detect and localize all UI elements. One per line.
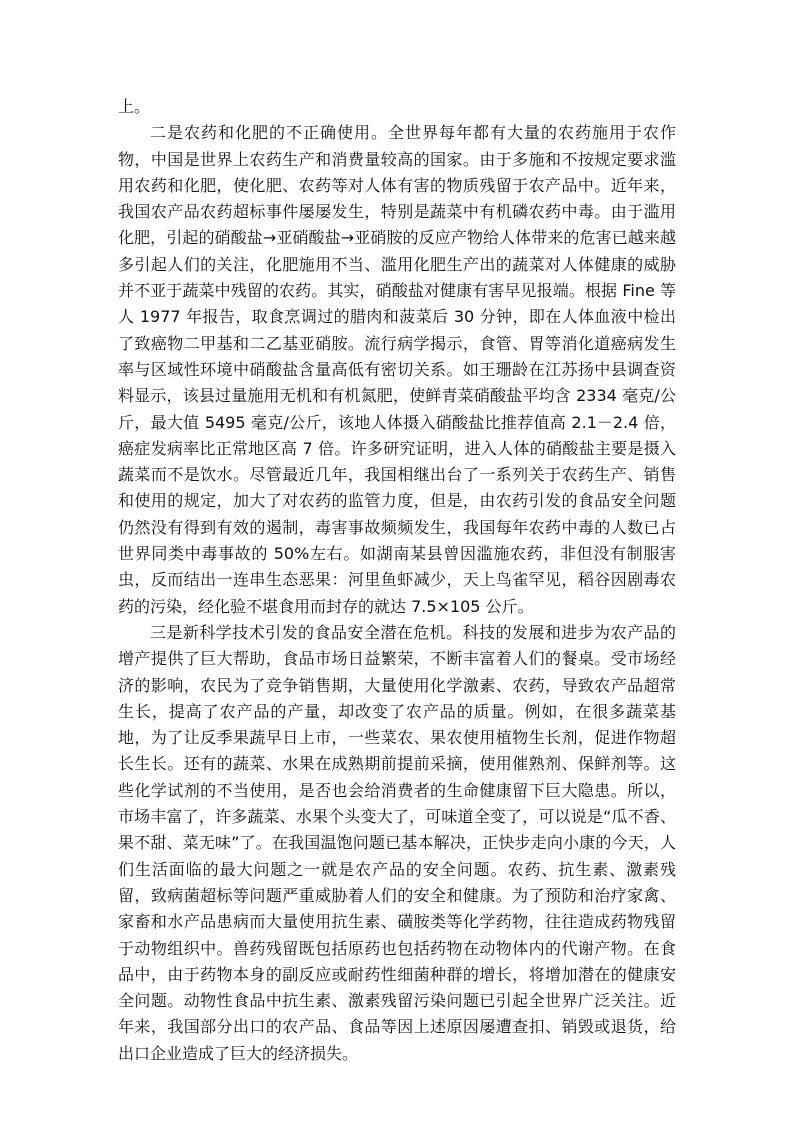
paragraph-new-technology-risks: 三是新科学技术引发的食品安全潜在危机。科技的发展和进步为农产品的增产提供了巨大帮助，食品市场日益繁荣，不断丰富着人们的餐桌。受市场经济的影响，农民为了竞争销售期，大量使用化学激素、农药，导致农产品超常生长，提高了农产品的产量，却改变了农产品的质量。例如，在很多蔬菜基地，为了让反季果蔬早日上市，一些菜农、果农使用植物生长剂，促进作物超长生长。还有的蔬菜、水果在成熟期前提前采摘，使用催熟剂、保鲜剂等。这些化学试剂的不当使用，是否也会给消费者的生命健康留下巨大隐患。所以，市场丰富了，许多蔬菜、水果个头变大了，可味道全变了，可以说是“瓜不香、果不甜、菜无味”了。在我国温饱问题已基本解决，正快步走向小康的今天，人们生活面临的最大问题之一就是农产品的安全问题。农药、抗生素、激素残留，致病菌超标等问题严重威胁着人们的安全和健康。为了预防和治疗家禽、家畜和水产品患病而大量使用抗生素、磺胺类等化学药物，往往造成药物残留于动物组织中。兽药残留既包括原药也包括药物在动物体内的代谢产物。在食品中，由于药物本身的副反应或耐药性细菌种群的增长，将增加潜在的健康安全问题。动物性食品中抗生素、激素残留污染问题已引起全世界广泛关注。近年来，我国部分出口的农产品、食品等因上述原因屡遭查扣、销毁或退货，给出口企业造成了巨大的经济损失。 <box>118 622 676 1063</box>
paragraph-continuation: 上。 <box>118 97 151 116</box>
paragraph-pesticides-fertilizers: 二是农药和化肥的不正确使用。全世界每年都有大量的农药施用于农作物，中国是世界上农药生产和消费量较高的国家。由于多施和不按规定要求滥用农药和化肥，使化肥、农药等对人体有害的物质残留于农产品中。近年来，我国农产品农药超标事件屡屡发生，特别是蔬菜中有机磷农药中毒。由于滥用化肥，引起的硝酸盐→亚硝酸盐→亚硝胺的反应产物给人体带来的危害已越来越多引起人们的关注，化肥施用不当、滥用化肥生产出的蔬菜对人体健康的威胁并不亚于蔬菜中残留的农药。其实，硝酸盐对健康有害早见报端。根据 Fine 等人 1977 年报告，取食烹调过的腊肉和菠菜后 30 分钟，即在人体血液中检出了致癌物二甲基和二乙基亚硝胺。流行病学揭示，食管、胃等消化道癌病发生率与区域性环境中硝酸盐含量高低有密切关系。如王珊龄在江苏扬中县调查资料显示，该县过量施用无机和有机氮肥，使鲜青菜硝酸盐平均含 2334 毫克/公斤，最大值 5495 毫克/公斤，该地人体摄入硝酸盐比推荐值高 2.1－2.4 倍，癌症发病率比正常地区高 7 倍。许多研究证明，进入人体的硝酸盐主要是摄入蔬菜而不是饮水。尽管最近几年，我国相继出台了一系列关于农药生产、销售和使用的规定，加大了对农药的监管力度，但是，由农药引发的食品安全问题仍然没有得到有效的遏制，毒害事故频频发生，我国每年农药中毒的人数已占世界同类中毒事故的 50%左右。如湖南某县曾因滥施农药，非但没有制服害虫，反而结出一连串生态恶果：河里鱼虾减少，天上鸟雀罕见，稻谷因剧毒农药的污染，经化验不堪食用而封存的就达 7.5×105 公斤。 <box>118 123 676 616</box>
document-page <box>118 94 676 1067</box>
